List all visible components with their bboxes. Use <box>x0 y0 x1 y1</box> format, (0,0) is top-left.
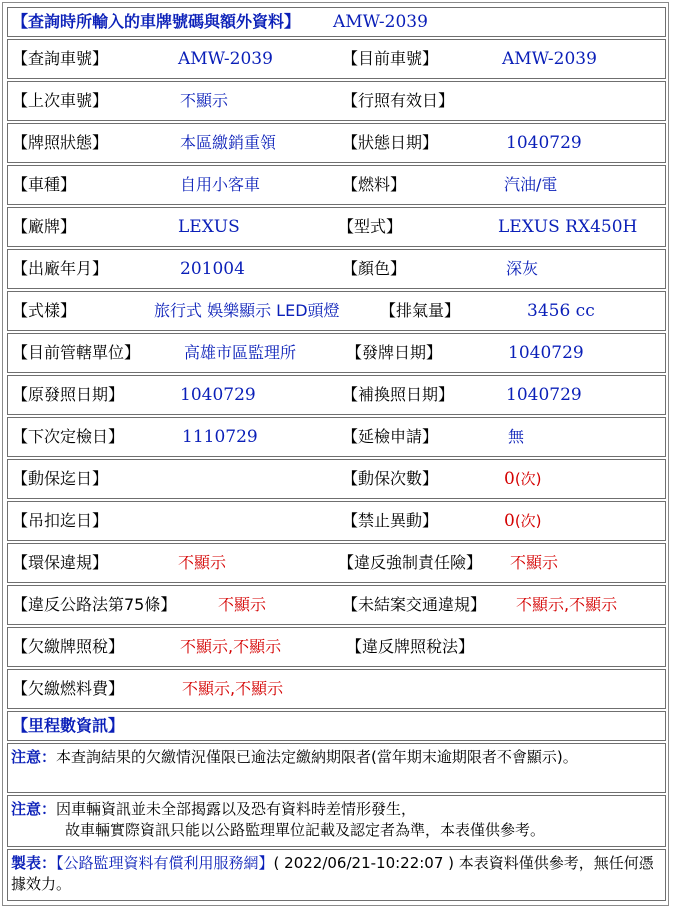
note-label: 注意： <box>11 800 57 818</box>
header-title-plate: AMW-2039 <box>333 12 428 32</box>
table-row <box>7 123 666 163</box>
table-row <box>7 417 666 457</box>
label-query-plate: 【查詢車號】 <box>12 49 109 68</box>
value-color: 深灰 <box>506 259 539 278</box>
made-by-timestamp-text: ( 2022/06/21-10:22:07 ) 本表資料僅供參考，無任何憑據效力。 <box>11 854 654 893</box>
table-row <box>7 333 666 373</box>
label-color: 【顏色】 <box>342 259 407 278</box>
header-row <box>7 7 666 37</box>
label-reissue-date: 【補換照日期】 <box>342 385 455 404</box>
value-unpaid-license-tax: 不顯示,不顯示 <box>180 637 282 656</box>
label-unpaid-fuel-fee: 【欠繳燃料費】 <box>12 679 125 698</box>
header-title-label: 【查詢時所輸入的車牌號碼與額外資料】 <box>12 12 301 31</box>
table-row <box>7 459 666 499</box>
note-row <box>7 743 666 793</box>
value-status-date: 1040729 <box>506 133 582 153</box>
value-transfer-prohibited <box>504 511 542 531</box>
value-chattel-mortgage-count <box>504 469 542 489</box>
label-highway-act-75-violation: 【違反公路法第75條】 <box>12 595 177 614</box>
transfer-prohibited-unit: (次) <box>514 512 542 530</box>
label-next-inspection-date: 【下次定檢日】 <box>12 427 125 446</box>
label-fuel: 【燃料】 <box>342 175 407 194</box>
service-link[interactable]: 【公路監理資料有償利用服務網】 <box>56 854 274 872</box>
note-label: 注意： <box>11 748 57 766</box>
value-inspection-extension: 無 <box>508 427 525 446</box>
value-unpaid-fuel-fee: 不顯示,不顯示 <box>182 679 284 698</box>
made-by-row <box>7 849 666 901</box>
transfer-prohibited-number: 0 <box>504 511 515 531</box>
label-environmental-violation: 【環保違規】 <box>12 553 109 572</box>
value-query-plate: AMW-2039 <box>178 49 273 69</box>
table-row <box>7 291 666 331</box>
label-original-issue-date: 【原發照日期】 <box>12 385 125 404</box>
note-disclaimer-reference <box>11 799 662 841</box>
mortgage-count-unit: (次) <box>514 470 542 488</box>
table-row <box>7 165 666 205</box>
table-row <box>7 81 666 121</box>
label-displacement: 【排氣量】 <box>380 301 461 320</box>
note-text-line1: 因車輛資訊並未全部揭露以及恐有資料時差情形發生， <box>56 800 417 818</box>
value-environmental-violation: 不顯示 <box>178 553 227 572</box>
value-fuel: 汽油/電 <box>504 175 558 194</box>
label-status-date: 【狀態日期】 <box>342 133 439 152</box>
value-next-inspection-date: 1110729 <box>182 427 258 447</box>
label-body-style: 【式樣】 <box>12 301 77 320</box>
label-brand: 【廠牌】 <box>12 217 77 236</box>
table-row <box>7 375 666 415</box>
value-current-plate: AMW-2039 <box>502 49 597 69</box>
value-unsettled-traffic-violation: 不顯示,不顯示 <box>516 595 618 614</box>
value-previous-plate: 不顯示 <box>180 91 229 110</box>
label-jurisdiction: 【目前管轄單位】 <box>12 343 141 362</box>
note-disclaimer-overdue <box>11 747 662 768</box>
value-compulsory-insurance-violation: 不顯示 <box>510 553 559 572</box>
label-model: 【型式】 <box>338 217 403 236</box>
label-license-valid-date: 【行照有效日】 <box>342 91 455 110</box>
label-vehicle-type: 【車種】 <box>12 175 77 194</box>
table-row <box>7 39 666 79</box>
label-issue-date: 【發牌日期】 <box>346 343 443 362</box>
value-body-style: 旅行式 娛樂顯示 LED頭燈 <box>154 301 340 320</box>
mileage-heading: 【里程數資訊】 <box>12 716 125 735</box>
label-compulsory-insurance-violation: 【違反強制責任險】 <box>338 553 483 572</box>
label-manufacture-date: 【出廠年月】 <box>12 259 109 278</box>
label-chattel-mortgage-count: 【動保次數】 <box>342 469 439 488</box>
label-inspection-extension: 【延檢申請】 <box>342 427 439 446</box>
value-original-issue-date: 1040729 <box>180 385 256 405</box>
label-current-plate: 【目前車號】 <box>342 49 439 68</box>
value-manufacture-date: 201004 <box>180 259 245 279</box>
note-text-line2: 故車輛實際資訊只能以公路監理單位記載及認定者為準，本表僅供參考。 <box>65 821 546 839</box>
table-row <box>7 627 666 667</box>
value-plate-status: 本區繳銷重領 <box>180 133 277 152</box>
value-vehicle-type: 自用小客車 <box>180 175 261 194</box>
note-text: 本查詢結果的欠繳情況僅限已逾法定繳納期限者(當年期末逾期限者不會顯示)。 <box>56 748 578 766</box>
value-model: LEXUS RX450H <box>498 217 638 237</box>
label-previous-plate: 【上次車號】 <box>12 91 109 110</box>
note-row <box>7 795 666 847</box>
label-unpaid-license-tax: 【欠繳牌照稅】 <box>12 637 125 656</box>
label-plate-status: 【牌照狀態】 <box>12 133 109 152</box>
label-suspension-end: 【吊扣迄日】 <box>12 511 109 530</box>
mortgage-count-number: 0 <box>504 469 515 489</box>
table-row <box>7 207 666 247</box>
table-row <box>7 669 666 709</box>
label-license-tax-law-violation: 【違反牌照稅法】 <box>346 637 475 656</box>
value-highway-act-75-violation: 不顯示 <box>218 595 267 614</box>
mileage-row <box>7 711 666 741</box>
value-displacement: 3456 cc <box>527 301 595 321</box>
table-row <box>7 249 666 289</box>
made-by-label: 製表： <box>11 854 57 872</box>
made-by-text <box>11 853 662 895</box>
table-row <box>7 543 666 583</box>
value-issue-date: 1040729 <box>508 343 584 363</box>
value-brand: LEXUS <box>178 217 240 237</box>
label-unsettled-traffic-violation: 【未結案交通違規】 <box>342 595 487 614</box>
table-row <box>7 585 666 625</box>
value-reissue-date: 1040729 <box>506 385 582 405</box>
label-transfer-prohibited: 【禁止異動】 <box>342 511 439 530</box>
value-jurisdiction: 高雄市區監理所 <box>184 343 297 362</box>
label-chattel-mortgage-end: 【動保迄日】 <box>12 469 109 488</box>
table-row <box>7 501 666 541</box>
